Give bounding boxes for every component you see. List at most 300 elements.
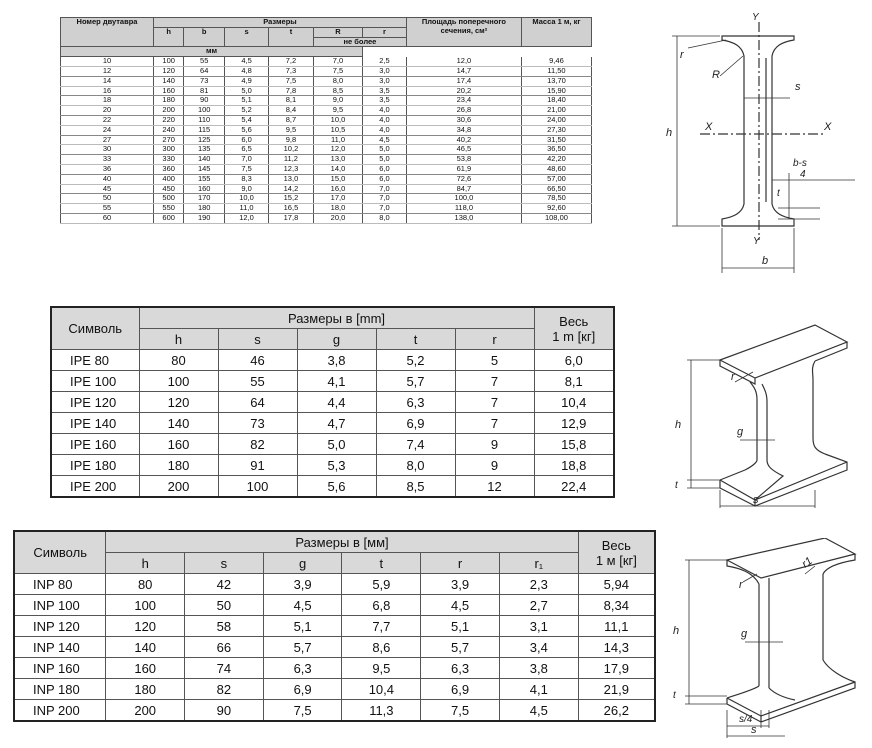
table-cell: 11,2 xyxy=(268,155,313,165)
table-cell: 22,4 xyxy=(534,476,614,498)
table-cell: 11,1 xyxy=(578,616,655,637)
gost-table-row xyxy=(61,135,592,145)
table-cell: 50 xyxy=(61,194,154,204)
table-cell: 270 xyxy=(154,135,184,145)
table-cell: 8,5 xyxy=(313,86,362,96)
table-cell: 6,0 xyxy=(363,174,407,184)
table-cell: 600 xyxy=(154,213,184,223)
table-cell: 40,2 xyxy=(406,135,521,145)
table-cell: 10,4 xyxy=(534,392,614,413)
table-cell: 3,9 xyxy=(421,574,500,595)
table-cell: 8,34 xyxy=(578,595,655,616)
header-col-b: b xyxy=(184,27,225,47)
table-cell: 11,50 xyxy=(521,66,591,76)
table-cell: 74 xyxy=(185,658,264,679)
table-cell: 42,20 xyxy=(521,155,591,165)
ipe-header-col-r: r xyxy=(455,329,534,350)
table-cell: 140 xyxy=(154,76,184,86)
inp-beam-table xyxy=(13,530,656,722)
table-cell: INP 160 xyxy=(14,658,106,679)
table-cell: 8,4 xyxy=(268,106,313,116)
table-cell: 9,8 xyxy=(268,135,313,145)
table-cell: 110 xyxy=(184,115,225,125)
gost-table-row xyxy=(61,213,592,223)
table-cell: 18,40 xyxy=(521,96,591,106)
table-cell: 500 xyxy=(154,194,184,204)
table-cell: 14,0 xyxy=(313,164,362,174)
table-cell: 120 xyxy=(106,616,185,637)
gost-table-row xyxy=(61,204,592,214)
table-cell: 8,6 xyxy=(342,637,421,658)
table-cell: 7,0 xyxy=(363,184,407,194)
table-cell: 15,2 xyxy=(268,194,313,204)
gost-table-row xyxy=(61,66,592,76)
gost-table-row xyxy=(61,57,592,67)
gost-table-row xyxy=(61,76,592,86)
table-cell: 330 xyxy=(154,155,184,165)
ipe-drawing-h: h xyxy=(675,419,682,431)
table-cell: 550 xyxy=(154,204,184,214)
table-cell: 24,00 xyxy=(521,115,591,125)
inp-drawing-r1: r1 xyxy=(799,555,815,571)
table-cell: 3,1 xyxy=(499,616,578,637)
table-cell: 120 xyxy=(154,66,184,76)
header-col-r: r xyxy=(363,27,407,37)
table-cell: 7,5 xyxy=(313,66,362,76)
table-cell: 66,50 xyxy=(521,184,591,194)
inp-header-col-r1: r₁ xyxy=(499,553,578,574)
table-cell: 5,7 xyxy=(376,371,455,392)
table-cell: 90 xyxy=(184,96,225,106)
inp-table-row xyxy=(14,637,655,658)
table-cell: 170 xyxy=(184,194,225,204)
table-cell: 300 xyxy=(154,145,184,155)
table-cell: 9,5 xyxy=(342,658,421,679)
table-cell: 160 xyxy=(106,658,185,679)
gost-drawing-b-minus-s: b-s xyxy=(793,158,807,169)
table-cell: 45 xyxy=(61,184,154,194)
table-cell: 5,1 xyxy=(421,616,500,637)
header-col-h: h xyxy=(154,27,184,47)
table-cell: 6,0 xyxy=(225,135,269,145)
table-cell: 12,0 xyxy=(313,145,362,155)
table-cell: 18,8 xyxy=(534,455,614,476)
ipe-header-col-h: h xyxy=(139,329,218,350)
table-cell: 6,9 xyxy=(263,679,342,700)
table-cell: 4,5 xyxy=(225,57,269,67)
table-cell: 12,9 xyxy=(534,413,614,434)
ipe-header-dimensions: Размеры в [mm] xyxy=(139,307,534,329)
inp-header-dimensions: Размеры в [мм] xyxy=(106,531,578,553)
table-cell: 55 xyxy=(184,57,225,67)
gost-drawing-four: 4 xyxy=(800,169,806,180)
table-cell: 108,00 xyxy=(521,213,591,223)
table-cell: 5,6 xyxy=(297,476,376,498)
header-col-t: t xyxy=(268,27,313,47)
table-cell: 200 xyxy=(154,106,184,116)
gost-drawing-y-top: Y xyxy=(752,12,759,23)
table-cell: 26,2 xyxy=(578,700,655,722)
table-cell: 7,0 xyxy=(313,57,362,67)
table-cell: 11,3 xyxy=(342,700,421,722)
inp-drawing-s: s xyxy=(751,724,757,736)
ipe-beam-3d-drawing xyxy=(665,320,855,515)
inp-table-row xyxy=(14,679,655,700)
table-cell: 2,5 xyxy=(363,57,407,67)
table-cell: 58 xyxy=(185,616,264,637)
table-cell: 6,9 xyxy=(376,413,455,434)
table-cell: 6,5 xyxy=(225,145,269,155)
table-cell: 6,0 xyxy=(363,164,407,174)
inp-drawing-s-over-4: s/4 xyxy=(739,714,753,725)
ipe-drawing-t: t xyxy=(675,480,678,491)
table-cell: 12 xyxy=(61,66,154,76)
inp-drawing-t: t xyxy=(673,690,676,701)
table-cell: 80 xyxy=(106,574,185,595)
table-cell: 27,30 xyxy=(521,125,591,135)
table-cell: 16,0 xyxy=(313,184,362,194)
table-cell: 220 xyxy=(154,115,184,125)
table-cell: INP 100 xyxy=(14,595,106,616)
table-cell: 6,3 xyxy=(421,658,500,679)
ipe-table-row xyxy=(51,476,614,498)
gost-table-row xyxy=(61,155,592,165)
table-cell: 118,0 xyxy=(406,204,521,214)
table-cell: 180 xyxy=(106,679,185,700)
table-cell: IPE 160 xyxy=(51,434,139,455)
table-cell: 2,7 xyxy=(499,595,578,616)
table-cell: 73 xyxy=(218,413,297,434)
table-cell: 66 xyxy=(185,637,264,658)
table-cell: INP 120 xyxy=(14,616,106,637)
table-cell: 190 xyxy=(184,213,225,223)
table-cell: 3,0 xyxy=(363,76,407,86)
table-cell: 4,5 xyxy=(263,595,342,616)
table-cell: 7,3 xyxy=(268,66,313,76)
table-cell: 50 xyxy=(185,595,264,616)
table-cell: 5,94 xyxy=(578,574,655,595)
inp-table-row xyxy=(14,616,655,637)
table-cell: 6,3 xyxy=(263,658,342,679)
table-cell: 7,0 xyxy=(363,194,407,204)
table-cell: 5,2 xyxy=(376,350,455,371)
inp-header-col-g: g xyxy=(263,553,342,574)
table-cell: 31,50 xyxy=(521,135,591,145)
table-cell: 140 xyxy=(139,413,218,434)
table-cell: 91 xyxy=(218,455,297,476)
table-cell: 10,0 xyxy=(313,115,362,125)
table-cell: 10,4 xyxy=(342,679,421,700)
table-cell: 21,00 xyxy=(521,106,591,116)
table-cell: 7,5 xyxy=(263,700,342,722)
header-col-R: R xyxy=(313,27,362,37)
gost-drawing-x-right: X xyxy=(824,121,832,133)
table-cell: 64 xyxy=(218,392,297,413)
inp-beam-3d-drawing xyxy=(665,538,865,743)
table-cell: 80 xyxy=(139,350,218,371)
table-cell: 90 xyxy=(185,700,264,722)
inp-header-col-r: r xyxy=(421,553,500,574)
table-cell: 78,50 xyxy=(521,194,591,204)
table-cell: 4,0 xyxy=(363,115,407,125)
table-cell: 138,0 xyxy=(406,213,521,223)
ipe-table-row xyxy=(51,413,614,434)
table-cell: 4,5 xyxy=(499,700,578,722)
table-cell: 24 xyxy=(61,125,154,135)
table-cell: 5,1 xyxy=(225,96,269,106)
table-cell: 8,3 xyxy=(225,174,269,184)
table-cell: 7 xyxy=(455,371,534,392)
table-cell: 73 xyxy=(184,76,225,86)
gost-drawing-h: h xyxy=(666,127,673,139)
table-cell: 9 xyxy=(455,455,534,476)
table-cell: 60 xyxy=(61,213,154,223)
table-cell: 360 xyxy=(154,164,184,174)
ipe-drawing-g: g xyxy=(737,426,744,438)
table-cell: 8,0 xyxy=(376,455,455,476)
table-cell: 14,2 xyxy=(268,184,313,194)
table-cell: 5,0 xyxy=(225,86,269,96)
table-cell: 2,3 xyxy=(499,574,578,595)
table-cell: 4,0 xyxy=(363,125,407,135)
table-cell: 11,0 xyxy=(225,204,269,214)
table-cell: 15,0 xyxy=(313,174,362,184)
table-cell: 4,8 xyxy=(225,66,269,76)
table-cell: 55 xyxy=(218,371,297,392)
table-cell: 30 xyxy=(61,145,154,155)
table-cell: 9,46 xyxy=(521,57,591,67)
table-cell: 10,2 xyxy=(268,145,313,155)
table-cell: 8,7 xyxy=(268,115,313,125)
table-cell: 100 xyxy=(106,595,185,616)
table-cell: 8,1 xyxy=(268,96,313,106)
table-cell: 14 xyxy=(61,76,154,86)
table-cell: 10,0 xyxy=(225,194,269,204)
gost-drawing-y-bottom: Y xyxy=(753,236,760,247)
gost-drawing-x-left: X xyxy=(705,121,713,133)
table-cell: 4,1 xyxy=(297,371,376,392)
header-max: не более xyxy=(313,37,406,47)
table-cell: 36,50 xyxy=(521,145,591,155)
table-cell: 135 xyxy=(184,145,225,155)
table-cell: 4,9 xyxy=(225,76,269,86)
header-mass: Масса 1 м, кг xyxy=(521,18,591,47)
table-cell: 6,9 xyxy=(421,679,500,700)
gost-drawing-t: t xyxy=(777,188,780,199)
table-cell: 57,00 xyxy=(521,174,591,184)
gost-table-row xyxy=(61,86,592,96)
table-cell: 5,0 xyxy=(363,155,407,165)
gost-beam-table xyxy=(60,17,592,224)
table-cell: INP 140 xyxy=(14,637,106,658)
table-cell: IPE 180 xyxy=(51,455,139,476)
table-cell: 20 xyxy=(61,106,154,116)
table-cell: 18 xyxy=(61,96,154,106)
table-cell: 13,0 xyxy=(313,155,362,165)
table-cell: 12 xyxy=(455,476,534,498)
inp-header-col-t: t xyxy=(342,553,421,574)
table-cell: 4,7 xyxy=(297,413,376,434)
gost-table-row xyxy=(61,106,592,116)
table-cell: 4,1 xyxy=(499,679,578,700)
table-cell: 5 xyxy=(455,350,534,371)
ipe-header-symbol: Символь xyxy=(51,307,139,350)
table-cell: 9,5 xyxy=(268,125,313,135)
table-cell: 5,7 xyxy=(263,637,342,658)
table-cell: 22 xyxy=(61,115,154,125)
table-cell: 8,0 xyxy=(313,76,362,86)
table-cell: 46,5 xyxy=(406,145,521,155)
table-cell: 100 xyxy=(218,476,297,498)
table-cell: 155 xyxy=(184,174,225,184)
table-cell: IPE 200 xyxy=(51,476,139,498)
table-cell: 20,0 xyxy=(313,213,362,223)
gost-table-row xyxy=(61,125,592,135)
table-cell: 180 xyxy=(139,455,218,476)
table-cell: 26,8 xyxy=(406,106,521,116)
table-cell: 21,9 xyxy=(578,679,655,700)
ipe-header-col-t: t xyxy=(376,329,455,350)
table-cell: 3,0 xyxy=(363,66,407,76)
gost-table-row xyxy=(61,174,592,184)
table-cell: 6,3 xyxy=(376,392,455,413)
table-cell: IPE 140 xyxy=(51,413,139,434)
table-cell: 8,1 xyxy=(534,371,614,392)
ipe-table-row xyxy=(51,350,614,371)
table-cell: 7 xyxy=(455,392,534,413)
table-cell: 82 xyxy=(218,434,297,455)
table-cell: 4,0 xyxy=(363,106,407,116)
table-cell: 53,8 xyxy=(406,155,521,165)
ipe-header-col-s: s xyxy=(218,329,297,350)
gost-table-row xyxy=(61,145,592,155)
table-cell: 23,4 xyxy=(406,96,521,106)
table-cell: 34,8 xyxy=(406,125,521,135)
table-cell: 9,0 xyxy=(225,184,269,194)
table-cell: 48,60 xyxy=(521,164,591,174)
table-cell: 17,8 xyxy=(268,213,313,223)
table-cell: 7 xyxy=(455,413,534,434)
inp-drawing-h: h xyxy=(673,625,680,637)
table-cell: 12,3 xyxy=(268,164,313,174)
table-cell: 3,5 xyxy=(363,86,407,96)
inp-table-row xyxy=(14,595,655,616)
table-cell: INP 200 xyxy=(14,700,106,722)
gost-drawing-s: s xyxy=(795,81,801,93)
ipe-table-row xyxy=(51,371,614,392)
table-cell: 55 xyxy=(61,204,154,214)
table-cell: 42 xyxy=(185,574,264,595)
gost-drawing-b: b xyxy=(762,255,769,267)
table-cell: 6,0 xyxy=(534,350,614,371)
table-cell: 5,6 xyxy=(225,125,269,135)
table-cell: 14,3 xyxy=(578,637,655,658)
inp-drawing-r: r xyxy=(739,579,743,591)
table-cell: 3,9 xyxy=(263,574,342,595)
table-cell: 140 xyxy=(106,637,185,658)
table-cell: 4,5 xyxy=(363,135,407,145)
table-cell: 61,9 xyxy=(406,164,521,174)
table-cell: 15,90 xyxy=(521,86,591,96)
table-cell: 160 xyxy=(139,434,218,455)
ipe-table-row xyxy=(51,434,614,455)
inp-header-symbol: Символь xyxy=(14,531,106,574)
table-cell: 7,4 xyxy=(376,434,455,455)
table-cell: 84,7 xyxy=(406,184,521,194)
table-cell: 100 xyxy=(139,371,218,392)
inp-drawing-g: g xyxy=(741,628,748,640)
inp-table-row xyxy=(14,658,655,679)
table-cell: INP 80 xyxy=(14,574,106,595)
ipe-table-row xyxy=(51,455,614,476)
ipe-header-weight: Весь 1 m [кг] xyxy=(534,307,614,350)
table-cell: 20,2 xyxy=(406,86,521,96)
table-cell: 3,8 xyxy=(297,350,376,371)
table-cell: 14,7 xyxy=(406,66,521,76)
table-cell: 5,2 xyxy=(225,106,269,116)
ipe-drawing-s: s xyxy=(753,494,759,506)
table-cell: 27 xyxy=(61,135,154,145)
table-cell: 7,5 xyxy=(421,700,500,722)
header-number: Номер двутавра xyxy=(61,18,154,47)
table-cell: 100 xyxy=(154,57,184,67)
header-dimensions: Размеры xyxy=(154,18,407,28)
table-cell: 5,0 xyxy=(363,145,407,155)
gost-beam-section-drawing xyxy=(660,8,865,278)
inp-header-col-h: h xyxy=(106,553,185,574)
table-cell: 17,4 xyxy=(406,76,521,86)
table-cell: 6,8 xyxy=(342,595,421,616)
table-cell: 140 xyxy=(184,155,225,165)
table-cell: 180 xyxy=(184,204,225,214)
table-cell: 240 xyxy=(154,125,184,135)
inp-header-weight: Весь 1 м [кг] xyxy=(578,531,655,574)
table-cell: 12,0 xyxy=(225,213,269,223)
table-cell: 400 xyxy=(154,174,184,184)
table-cell: 7,2 xyxy=(268,57,313,67)
table-cell: 9 xyxy=(455,434,534,455)
gost-table-row xyxy=(61,194,592,204)
ipe-drawing-r: r xyxy=(731,371,735,383)
table-cell: 7,0 xyxy=(225,155,269,165)
table-cell: 92,60 xyxy=(521,204,591,214)
table-cell: 5,3 xyxy=(297,455,376,476)
table-cell: 81 xyxy=(184,86,225,96)
table-cell: 3,5 xyxy=(363,96,407,106)
table-cell: 4,4 xyxy=(297,392,376,413)
table-cell: 7,5 xyxy=(268,76,313,86)
table-cell: 115 xyxy=(184,125,225,135)
table-cell: 3,8 xyxy=(499,658,578,679)
table-cell: 125 xyxy=(184,135,225,145)
table-cell: 18,0 xyxy=(313,204,362,214)
table-cell: 5,0 xyxy=(297,434,376,455)
gost-table-row xyxy=(61,115,592,125)
table-cell: 160 xyxy=(154,86,184,96)
table-cell: 82 xyxy=(185,679,264,700)
inp-table-row xyxy=(14,574,655,595)
table-cell: 46 xyxy=(218,350,297,371)
table-cell: 30,6 xyxy=(406,115,521,125)
table-cell: 450 xyxy=(154,184,184,194)
header-col-s: s xyxy=(225,27,269,47)
table-cell: 11,0 xyxy=(313,135,362,145)
header-unit: мм xyxy=(61,47,363,57)
table-cell: 180 xyxy=(154,96,184,106)
inp-header-col-s: s xyxy=(185,553,264,574)
table-cell: 9,0 xyxy=(313,96,362,106)
table-cell: 17,9 xyxy=(578,658,655,679)
